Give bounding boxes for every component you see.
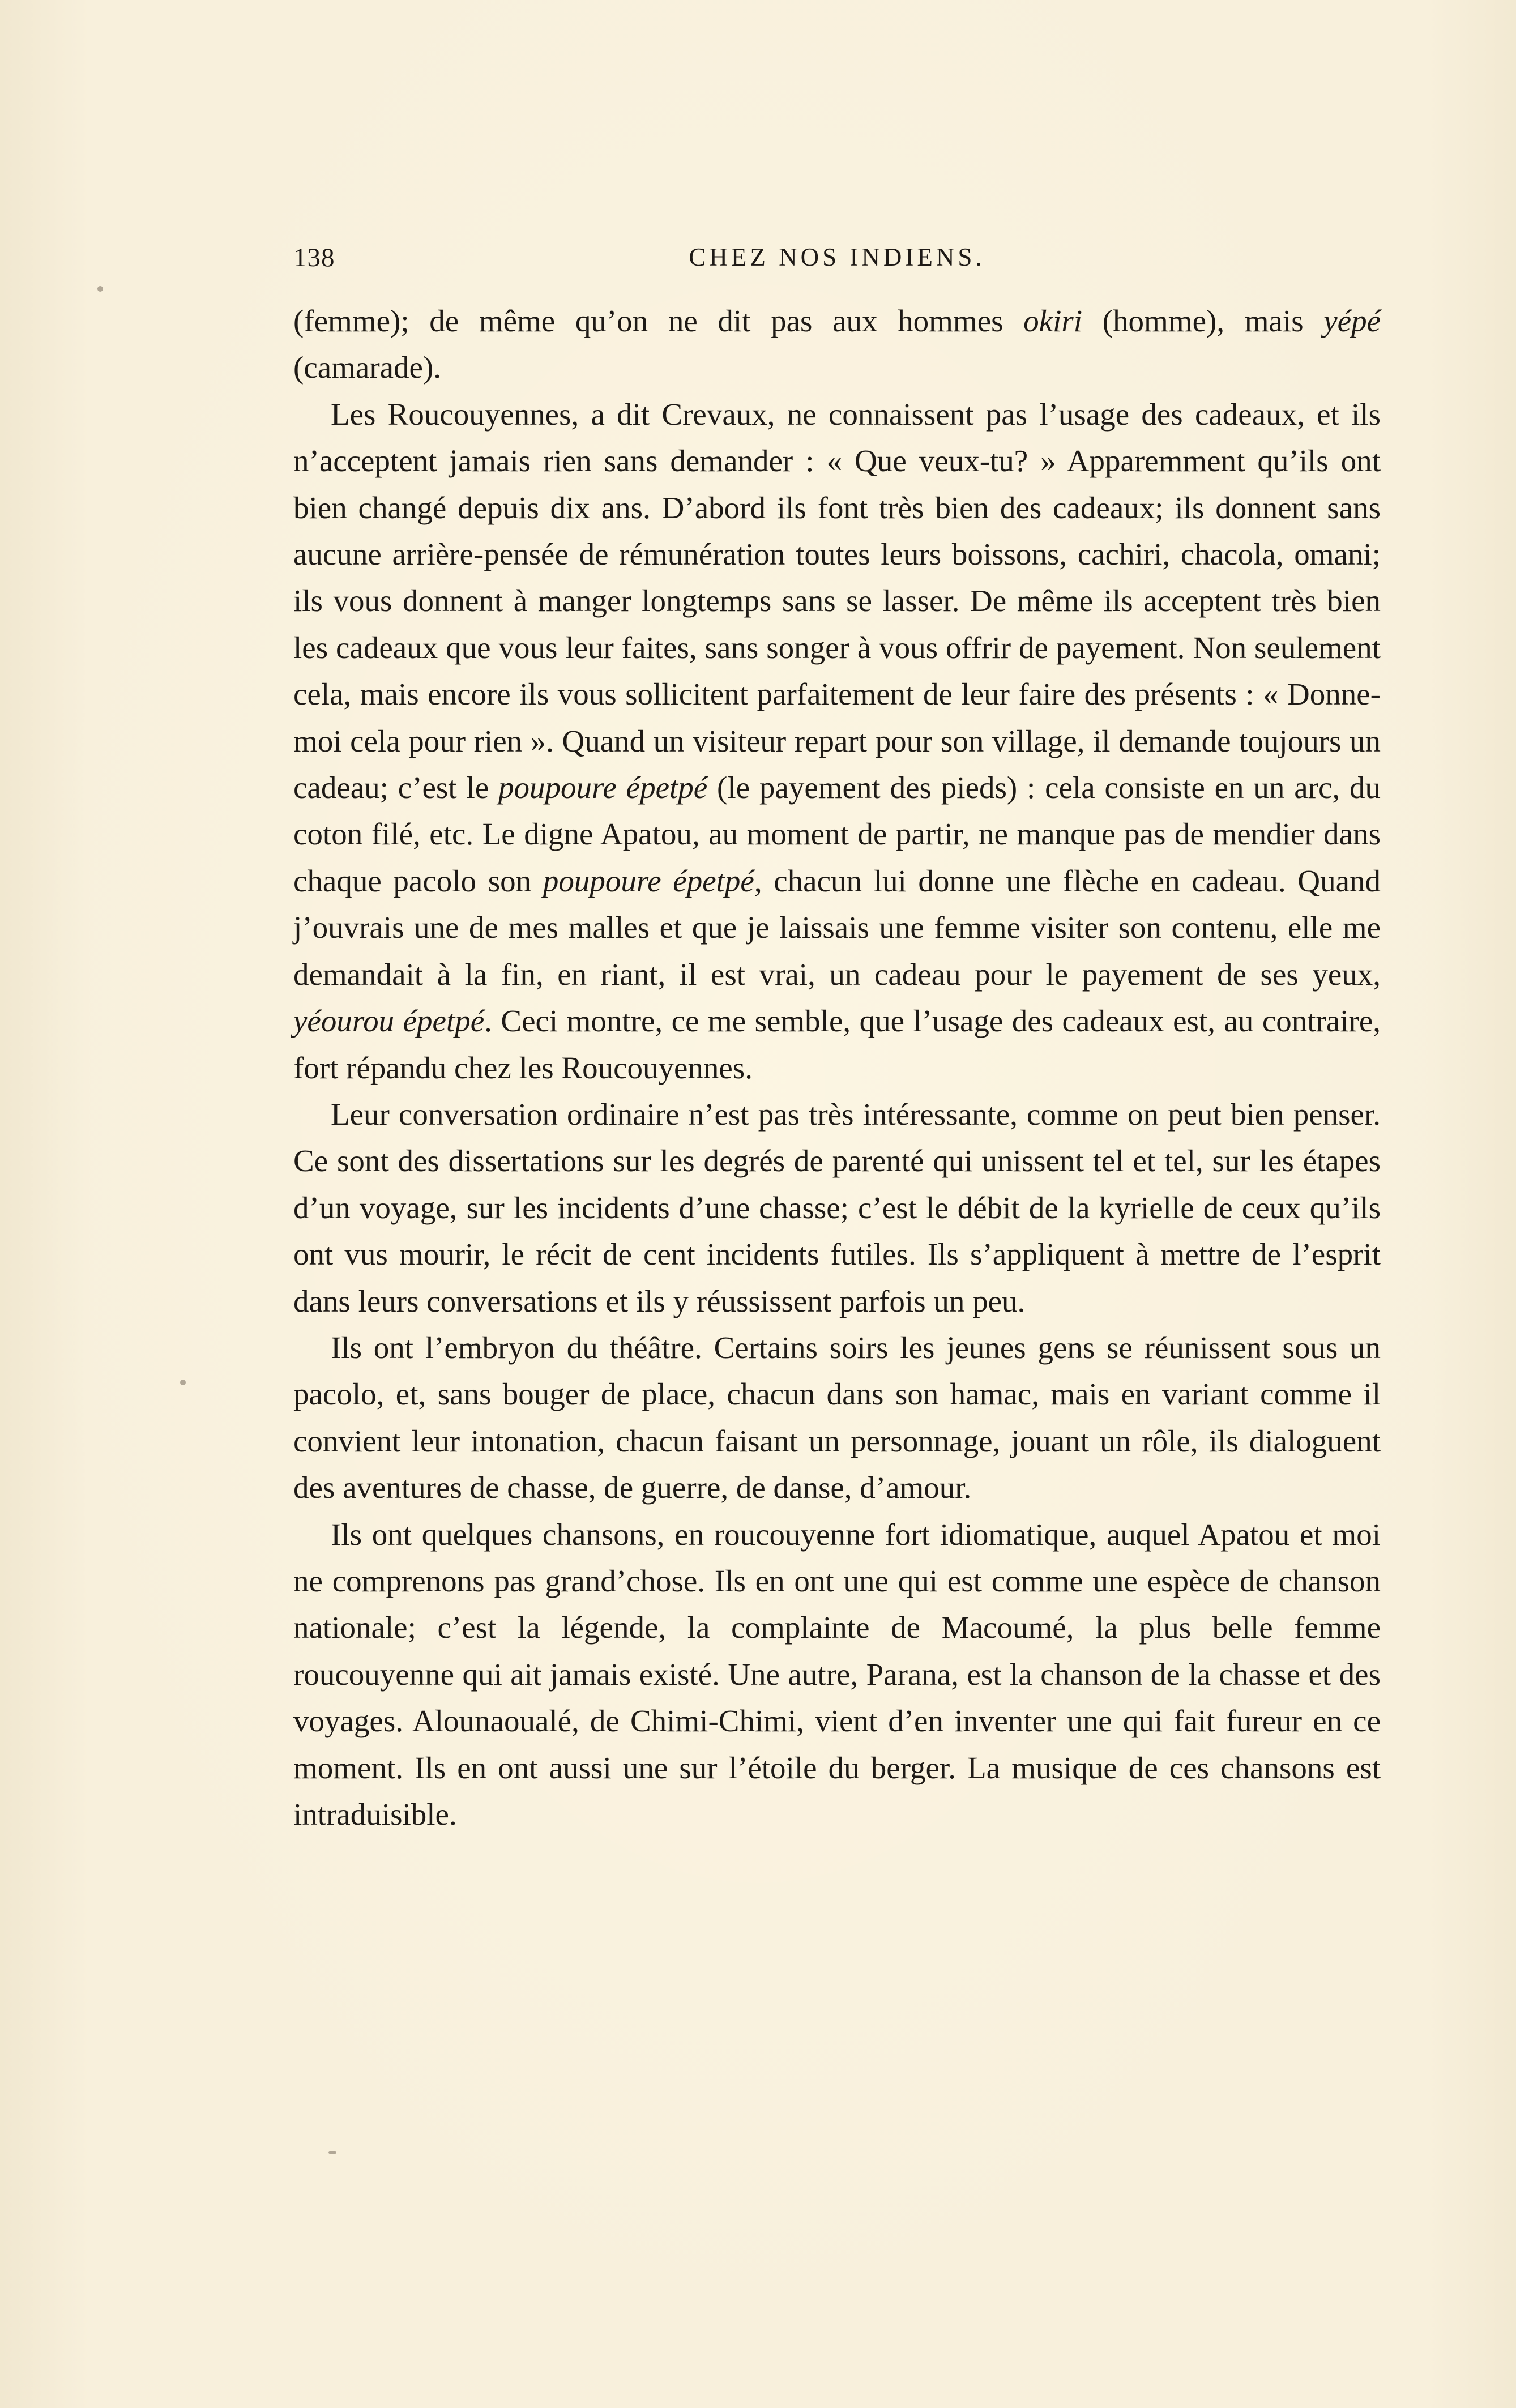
ink-speck [97,286,103,292]
text-run: (le payement des pieds) : cela consiste en un arc, du coton filé, etc. Le digne Apatou, au moment de partir, ne manque pas de mendier dans chaque pacolo son [293,770,1381,898]
italic-term: yépé [1323,304,1381,338]
text-run: Leur conversation ordinaire n’est pas très intéressante, comme on peut bien penser. Ce sont des dissertations sur les degrés de parenté qui unissent tel et tel, sur les étapes d’un voyage, sur les incidents d’une chasse; c’est le débit de la kyrielle de ceux qu’ils ont vus mourir, le récit de cent incidents futiles. Ils s’appliquent à mettre de l’esprit dans leurs conversations et ils y réussissent parfois un peu. [293,1096,1381,1318]
body-text [293,298,1381,1838]
paragraph [293,1325,1381,1512]
italic-term: okiri [1023,304,1083,338]
text-run: Ils ont quelques chansons, en roucouyenne fort idiomatique, auquel Apatou et moi ne comprenons pas grand’chose. Ils en ont une qui est comme une espèce de chanson nationale; c’est la légende, la complainte de Macoumé, la plus belle femme roucouyenne qui ait jamais existé. Une autre, Parana, est la chanson de la chasse et des voyages. Alounaoualé, de Chimi-Chimi, vient d’en inventer une qui fait fureur en ce moment. Ils en ont aussi une sur l’étoile du berger. La musique de ces chansons est intraduisible. [293,1517,1381,1831]
italic-term: poupoure épetpé [498,770,708,805]
paragraph [293,1091,1381,1325]
paragraph [293,1512,1381,1838]
ink-speck [180,1380,186,1385]
text-run: (femme); de même qu’on ne dit pas aux hommes [293,304,1024,338]
text-run: . Ceci montre, ce me semble, que l’usage des cadeaux est, au contraire, fort répandu chez les Roucouyennes. [293,1004,1381,1085]
italic-term: yéourou épetpé [293,1004,485,1039]
page-number: 138 [293,243,335,272]
running-title: CHEZ NOS INDIENS. [689,243,985,271]
running-head [293,242,1381,282]
text-run: (camarade). [293,350,442,385]
paragraph [293,298,1381,391]
ink-speck [328,2151,336,2154]
text-run: Ils ont l’embryon du théâtre. Certains soirs les jeunes gens se réunissent sous un pacolo, et, sans bouger de place, chacun dans son hamac, mais en variant comme il convient leur intonation, chacun faisant un personnage, jouant un rôle, ils dialoguent des aventures de chasse, de guerre, de danse, d’amour. [293,1330,1381,1505]
text-run: Les Roucouyennes, a dit Crevaux, ne connaissent pas l’usage des cadeaux, et ils n’acceptent jamais rien sans demander : « Que veux-tu? » Apparemment qu’ils ont bien changé depuis dix ans. D’abord ils font très bien des cadeaux; ils donnent sans aucune arrière-pensée de rémunération toutes leurs boissons, cachiri, chacola, omani; ils vous donnent à manger longtemps sans se lasser. De même ils acceptent très bien les cadeaux que vous leur faites, sans songer à vous offrir de payement. Non seulement cela, mais encore ils vous sollicitent parfaitement de leur faire des présents : « Donne-moi cela pour rien ». Quand un visiteur repart pour son village, il demande toujours un cadeau; c’est le [293,396,1381,805]
text-run: , chacun lui donne une flèche en cadeau. Quand j’ouvrais une de mes malles et que je laissais une femme visiter son contenu, elle me demandait à la fin, en riant, il est vrai, un cadeau pour le payement de ses yeux, [293,863,1381,992]
paragraph [293,391,1381,1091]
italic-term: poupoure épetpé [543,863,754,898]
text-run: (homme), mais [1082,304,1324,338]
